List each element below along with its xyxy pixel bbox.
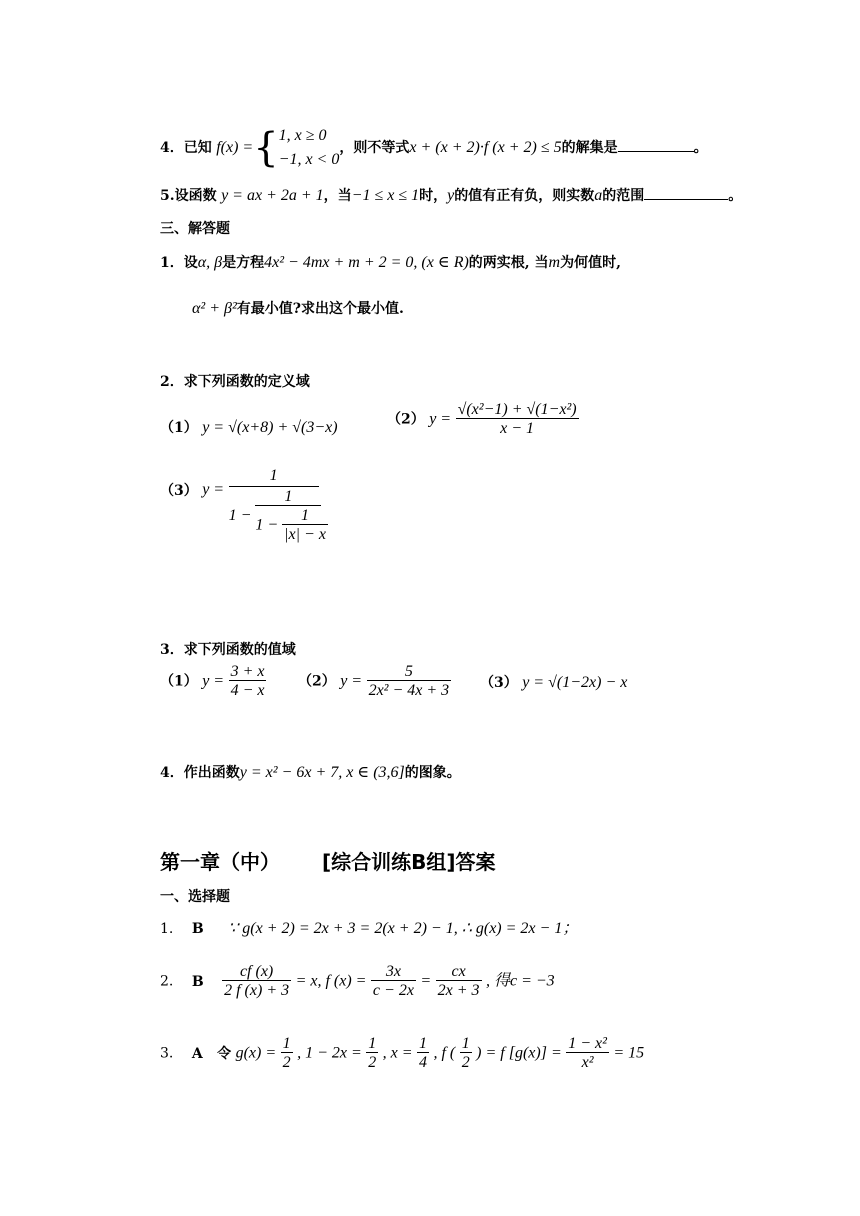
q5-number: 5. bbox=[160, 188, 175, 204]
p1-number: 1． bbox=[160, 255, 184, 271]
p1-mid1: 是方程 bbox=[222, 255, 265, 271]
p2-expr3-inner bbox=[255, 489, 328, 543]
a3-half-2-den: 2 bbox=[368, 1054, 377, 1071]
a2-frac2-num: 3x bbox=[385, 963, 401, 980]
q5-end: 。 bbox=[728, 188, 743, 204]
q4-ineq: x + (x + 2)·f (x + 2) ≤ 5 bbox=[409, 139, 562, 156]
q4-blank bbox=[618, 139, 694, 152]
question-4 bbox=[160, 124, 708, 172]
p4-post: 的图象。 bbox=[404, 765, 461, 781]
p3-label1: （1） bbox=[160, 673, 198, 690]
q4-func: f(x) = bbox=[216, 139, 254, 156]
a3-quarter bbox=[417, 1036, 429, 1071]
q5-blank bbox=[644, 187, 728, 200]
p3-item2 bbox=[298, 664, 451, 699]
problem-4 bbox=[160, 765, 461, 781]
q4-brace: { bbox=[253, 125, 279, 171]
answer-heading-chapter: 第一章（中） bbox=[160, 850, 280, 874]
a2-mid: = x, f (x) = bbox=[295, 972, 367, 990]
p4-pre: 4．作出函数 bbox=[160, 765, 240, 781]
a3-number: 3. bbox=[160, 1045, 174, 1062]
p2-expr2-den: x − 1 bbox=[456, 418, 579, 437]
q5-post: 的范围 bbox=[602, 188, 645, 204]
section-solve-heading: 三、解答题 bbox=[160, 221, 230, 237]
a2-frac2-den: c − 2x bbox=[372, 982, 414, 999]
p2-expr2-num: √(x²−1) + √(1−x²) bbox=[457, 401, 577, 418]
q4-end: 。 bbox=[693, 140, 708, 156]
p2-expr3-b: 1 bbox=[255, 489, 321, 506]
a3-final-num: 1 − x² bbox=[568, 1035, 607, 1052]
p2-expr3-d: 1 bbox=[301, 507, 310, 524]
a3-half-1 bbox=[281, 1036, 293, 1071]
p1-expr: α² + β² bbox=[192, 300, 237, 317]
answer-1 bbox=[160, 921, 578, 937]
a3-final-frac bbox=[566, 1036, 609, 1071]
a3-pre: 令 bbox=[217, 1045, 232, 1062]
a3-half-1-den: 2 bbox=[282, 1054, 291, 1071]
a3-half-2 bbox=[366, 1036, 378, 1071]
p2-expr2-frac bbox=[456, 402, 579, 437]
q5-mid2: 时， bbox=[419, 188, 448, 204]
p1-ab: α, β bbox=[197, 254, 223, 271]
a2-eq: = bbox=[420, 972, 432, 990]
problem-1-line1 bbox=[160, 255, 621, 271]
a3-half-1-num: 1 bbox=[282, 1035, 291, 1052]
a1-number: 1. bbox=[160, 921, 174, 937]
p3-expr2-num: 5 bbox=[404, 663, 413, 680]
a3-t2: , x = bbox=[382, 1044, 413, 1062]
p2-label3: （3） bbox=[160, 483, 198, 499]
p2-expr3-a: 1 − bbox=[228, 507, 252, 524]
p3-label2: （2） bbox=[298, 673, 336, 690]
p3-expr1-pre: y = bbox=[202, 672, 225, 690]
p1-pre: 设 bbox=[183, 255, 198, 271]
p3-expr2-frac bbox=[367, 664, 452, 699]
q4-case2: −1, x < 0 bbox=[278, 151, 340, 168]
p2-expr3-c: 1 − bbox=[255, 516, 279, 534]
p2-item1 bbox=[160, 420, 338, 436]
p3-label3: （3） bbox=[480, 675, 518, 691]
q5-y: y bbox=[447, 187, 455, 204]
p2-expr3-pre: y = bbox=[202, 481, 225, 498]
p3-expr1-frac bbox=[229, 664, 267, 699]
answer-heading bbox=[160, 852, 496, 872]
a3-half-3-den: 2 bbox=[461, 1054, 470, 1071]
q4-post: 的解集是 bbox=[561, 140, 618, 156]
p1-post: 为何值时, bbox=[560, 255, 621, 271]
p2-expr3-lvl2 bbox=[229, 489, 328, 543]
p2-expr3-frac bbox=[229, 468, 328, 543]
a2-frac1-num: cf (x) bbox=[239, 963, 274, 980]
a3-t4: ) = f [g(x)] = bbox=[476, 1044, 562, 1062]
p3-expr3: y = √(1−2x) − x bbox=[522, 674, 628, 691]
question-5 bbox=[160, 187, 742, 204]
p1-m: m bbox=[548, 254, 561, 271]
p2-item3 bbox=[160, 468, 328, 543]
answer-heading-set: [综合训练B组]答案 bbox=[322, 850, 496, 874]
p3-expr1-den: 4 − x bbox=[230, 682, 265, 699]
q4-mid: ，则不等式 bbox=[339, 140, 410, 156]
p2-expr3-lvl3 bbox=[255, 508, 328, 543]
a1-explanation: ∵ g(x + 2) = 2x + 3 = 2(x + 2) − 1, ∴ g(x) = 2x − 1； bbox=[228, 920, 579, 937]
q5-cond: −1 ≤ x ≤ 1 bbox=[351, 187, 420, 204]
p3-item1 bbox=[160, 664, 266, 699]
a2-frac1 bbox=[222, 964, 291, 999]
p1-mid2: 的两实根, 当 bbox=[468, 255, 549, 271]
a3-half-2-num: 1 bbox=[368, 1035, 377, 1052]
answer-2 bbox=[160, 964, 555, 999]
p2-expr3-innermost bbox=[282, 508, 328, 543]
p3-expr2-pre: y = bbox=[340, 672, 363, 690]
a3-t3: , f ( bbox=[433, 1044, 456, 1062]
problem-1-line2 bbox=[192, 301, 404, 317]
a3-end: = 15 bbox=[613, 1044, 645, 1062]
a3-half-3 bbox=[460, 1036, 472, 1071]
a2-frac1-den: 2 f (x) + 3 bbox=[224, 982, 290, 999]
p2-expr3-e: |x| − x bbox=[284, 526, 326, 543]
q5-mid3: 的值有正有负，则实数 bbox=[454, 188, 595, 204]
a2-end: , 得c = −3 bbox=[485, 972, 555, 990]
a2-frac2 bbox=[371, 964, 416, 999]
a3-quarter-num: 1 bbox=[419, 1035, 428, 1052]
problem-2-title: 2．求下列函数的定义域 bbox=[160, 374, 310, 390]
a2-choice: B bbox=[191, 973, 204, 990]
q4-pre: 已知 bbox=[183, 140, 212, 156]
p1-equation: 4x² − 4mx + m + 2 = 0, (x ∈ R) bbox=[264, 254, 469, 271]
p3-expr2-den: 2x² − 4x + 3 bbox=[368, 682, 450, 699]
a3-half-3-num: 1 bbox=[461, 1035, 470, 1052]
q4-case1: 1, x ≥ 0 bbox=[278, 127, 327, 144]
q5-mid1: ，当 bbox=[323, 188, 352, 204]
a3-quarter-den: 4 bbox=[419, 1054, 428, 1071]
a1-choice: B bbox=[191, 921, 204, 937]
p3-item3 bbox=[480, 675, 627, 691]
a3-choice: A bbox=[191, 1045, 203, 1062]
p4-equation: y = x² − 6x + 7, x ∈ (3,6] bbox=[239, 764, 405, 781]
p1-text: 有最小值?求出这个最小值. bbox=[236, 301, 404, 317]
answer-3 bbox=[160, 1036, 644, 1071]
q4-number: 4． bbox=[160, 140, 184, 156]
p2-item2 bbox=[387, 402, 579, 437]
p2-expr2-pre: y = bbox=[429, 410, 452, 428]
a2-frac3-den: 2x + 3 bbox=[437, 982, 480, 999]
a3-t1: , 1 − 2x = bbox=[297, 1044, 362, 1062]
q4-cases bbox=[279, 124, 340, 172]
problem-3-title: 3．求下列函数的值域 bbox=[160, 642, 296, 658]
p2-label1: （1） bbox=[160, 420, 198, 436]
section-choice-heading: 一、选择题 bbox=[160, 889, 230, 905]
a2-number: 2. bbox=[160, 973, 174, 990]
q5-func: y = ax + 2a + 1 bbox=[221, 187, 324, 204]
q5-a: a bbox=[594, 187, 603, 204]
p2-expr3-one: 1 bbox=[229, 468, 319, 487]
p2-expr1: y = √(x+8) + √(3−x) bbox=[202, 419, 338, 436]
p2-label2: （2） bbox=[387, 411, 425, 428]
q5-pre: 设函数 bbox=[174, 188, 217, 204]
p3-expr1-num: 3 + x bbox=[230, 663, 265, 680]
a3-g: g(x) = bbox=[235, 1044, 277, 1062]
a2-frac3-num: cx bbox=[451, 963, 466, 980]
a3-final-den: x² bbox=[566, 1052, 609, 1071]
a2-frac3 bbox=[436, 964, 482, 999]
